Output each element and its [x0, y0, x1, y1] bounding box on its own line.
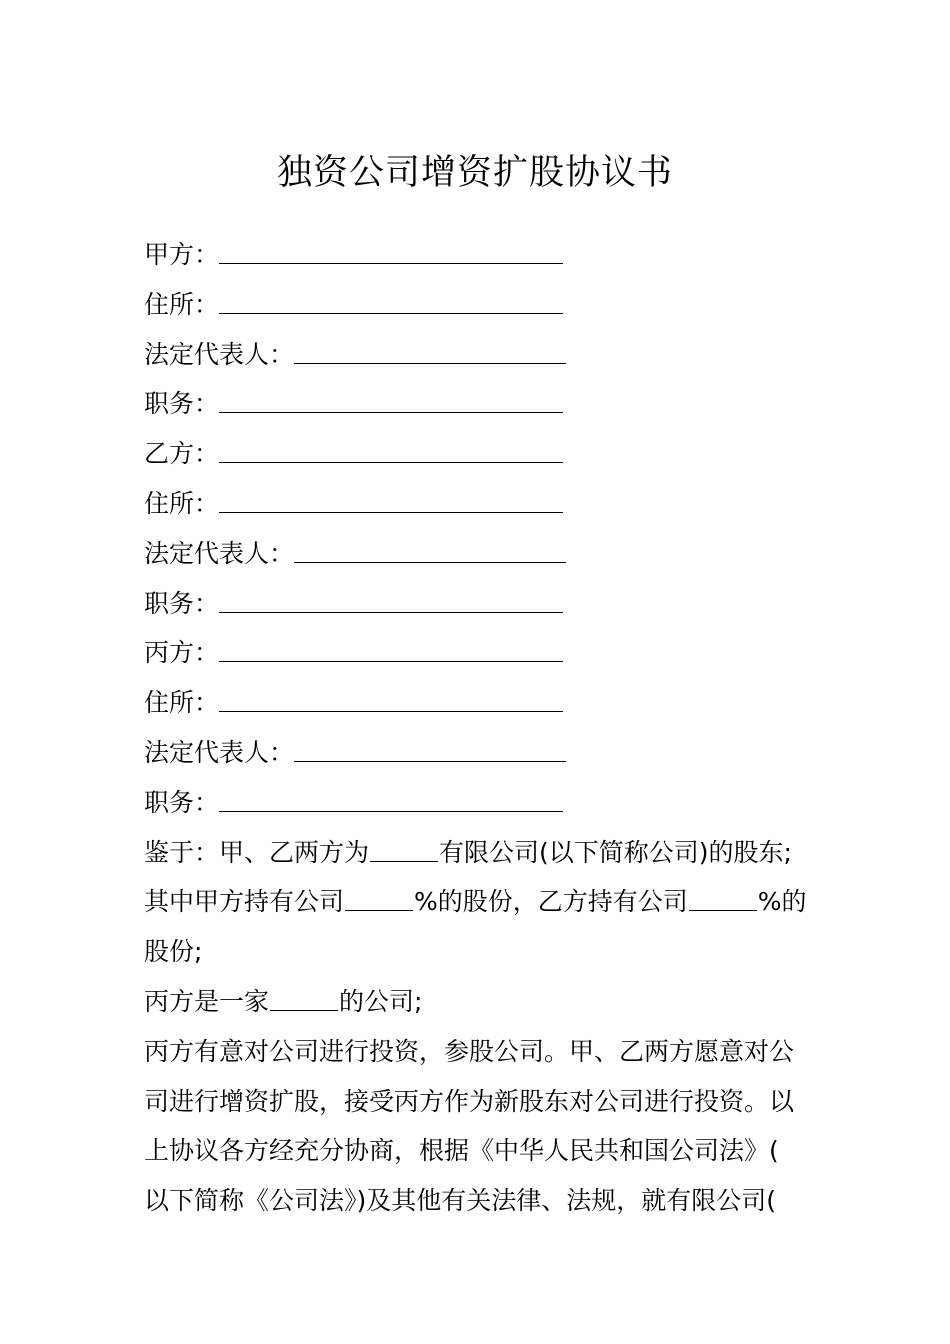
party-line	[144, 230, 814, 280]
party-line	[144, 479, 814, 529]
party-line	[144, 628, 814, 678]
party-line	[144, 728, 814, 778]
body-line	[144, 1126, 814, 1176]
body-line	[144, 1077, 814, 1127]
body-text: %的	[757, 887, 807, 917]
fill-in-blank	[689, 884, 757, 911]
fill-in-blank	[219, 685, 563, 712]
body-line	[144, 1027, 814, 1077]
field-label: 甲方：	[144, 240, 220, 269]
body-text: %的股份，乙方持有公司	[414, 887, 688, 917]
body-text: 丙方是一家	[144, 986, 270, 1016]
body-line	[144, 977, 814, 1027]
party-line	[144, 529, 814, 579]
fill-in-blank	[294, 735, 566, 762]
fill-in-blank	[219, 287, 563, 314]
fill-in-blank	[219, 785, 563, 812]
document-title: 独资公司增资扩股协议书	[276, 153, 673, 193]
body-text: 以下简称《公司法》)及其他有关法律、法规，就有限公司(	[144, 1186, 777, 1216]
party-line	[144, 778, 814, 828]
party-line	[144, 678, 814, 728]
field-label: 住所：	[144, 289, 220, 319]
field-label: 职务：	[144, 389, 220, 419]
field-label: 法定代表人：	[144, 737, 295, 767]
body-text: 丙方有意对公司进行投资，参股公司。甲、乙两方愿意对公	[144, 1036, 795, 1066]
body-line	[144, 877, 814, 927]
body-text: 上协议各方经充分协商，根据《中华人民共和国公司法》(	[144, 1136, 779, 1166]
fill-in-blank	[219, 635, 563, 662]
field-label: 乙方：	[144, 439, 220, 469]
party-line	[144, 280, 814, 330]
fill-in-blank	[294, 337, 566, 364]
fill-in-blank	[219, 486, 563, 513]
fill-in-blank	[219, 237, 563, 264]
fill-in-blank	[219, 386, 563, 413]
body-text: 股份;	[144, 937, 203, 967]
body-line	[144, 927, 814, 977]
body-text: 司进行增资扩股，接受丙方作为新股东对公司进行投资。以	[144, 1086, 795, 1116]
body-text: 鉴于：甲、乙两方为	[144, 837, 370, 867]
field-label: 住所：	[144, 688, 220, 718]
fill-in-blank	[219, 436, 563, 463]
body-text: 其中甲方持有公司	[144, 887, 345, 917]
fill-in-blank	[370, 835, 438, 862]
body-text: 的公司;	[339, 986, 423, 1016]
body-line	[144, 1176, 814, 1226]
field-label: 职务：	[144, 588, 220, 618]
field-label: 住所：	[144, 488, 220, 518]
party-line	[144, 429, 814, 479]
fill-in-blank	[219, 586, 563, 613]
fill-in-blank	[345, 884, 413, 911]
field-label: 职务：	[144, 787, 220, 817]
fill-in-blank	[270, 984, 338, 1011]
document-content	[144, 230, 814, 1226]
field-label: 法定代表人：	[144, 339, 295, 369]
body-text: 有限公司(以下简称公司)的股东;	[439, 837, 792, 867]
field-label: 丙方：	[144, 638, 220, 668]
party-line	[144, 330, 814, 380]
body-line	[144, 828, 814, 878]
fill-in-blank	[294, 536, 566, 563]
party-line	[144, 579, 814, 629]
party-line	[144, 379, 814, 429]
field-label: 法定代表人：	[144, 538, 295, 568]
